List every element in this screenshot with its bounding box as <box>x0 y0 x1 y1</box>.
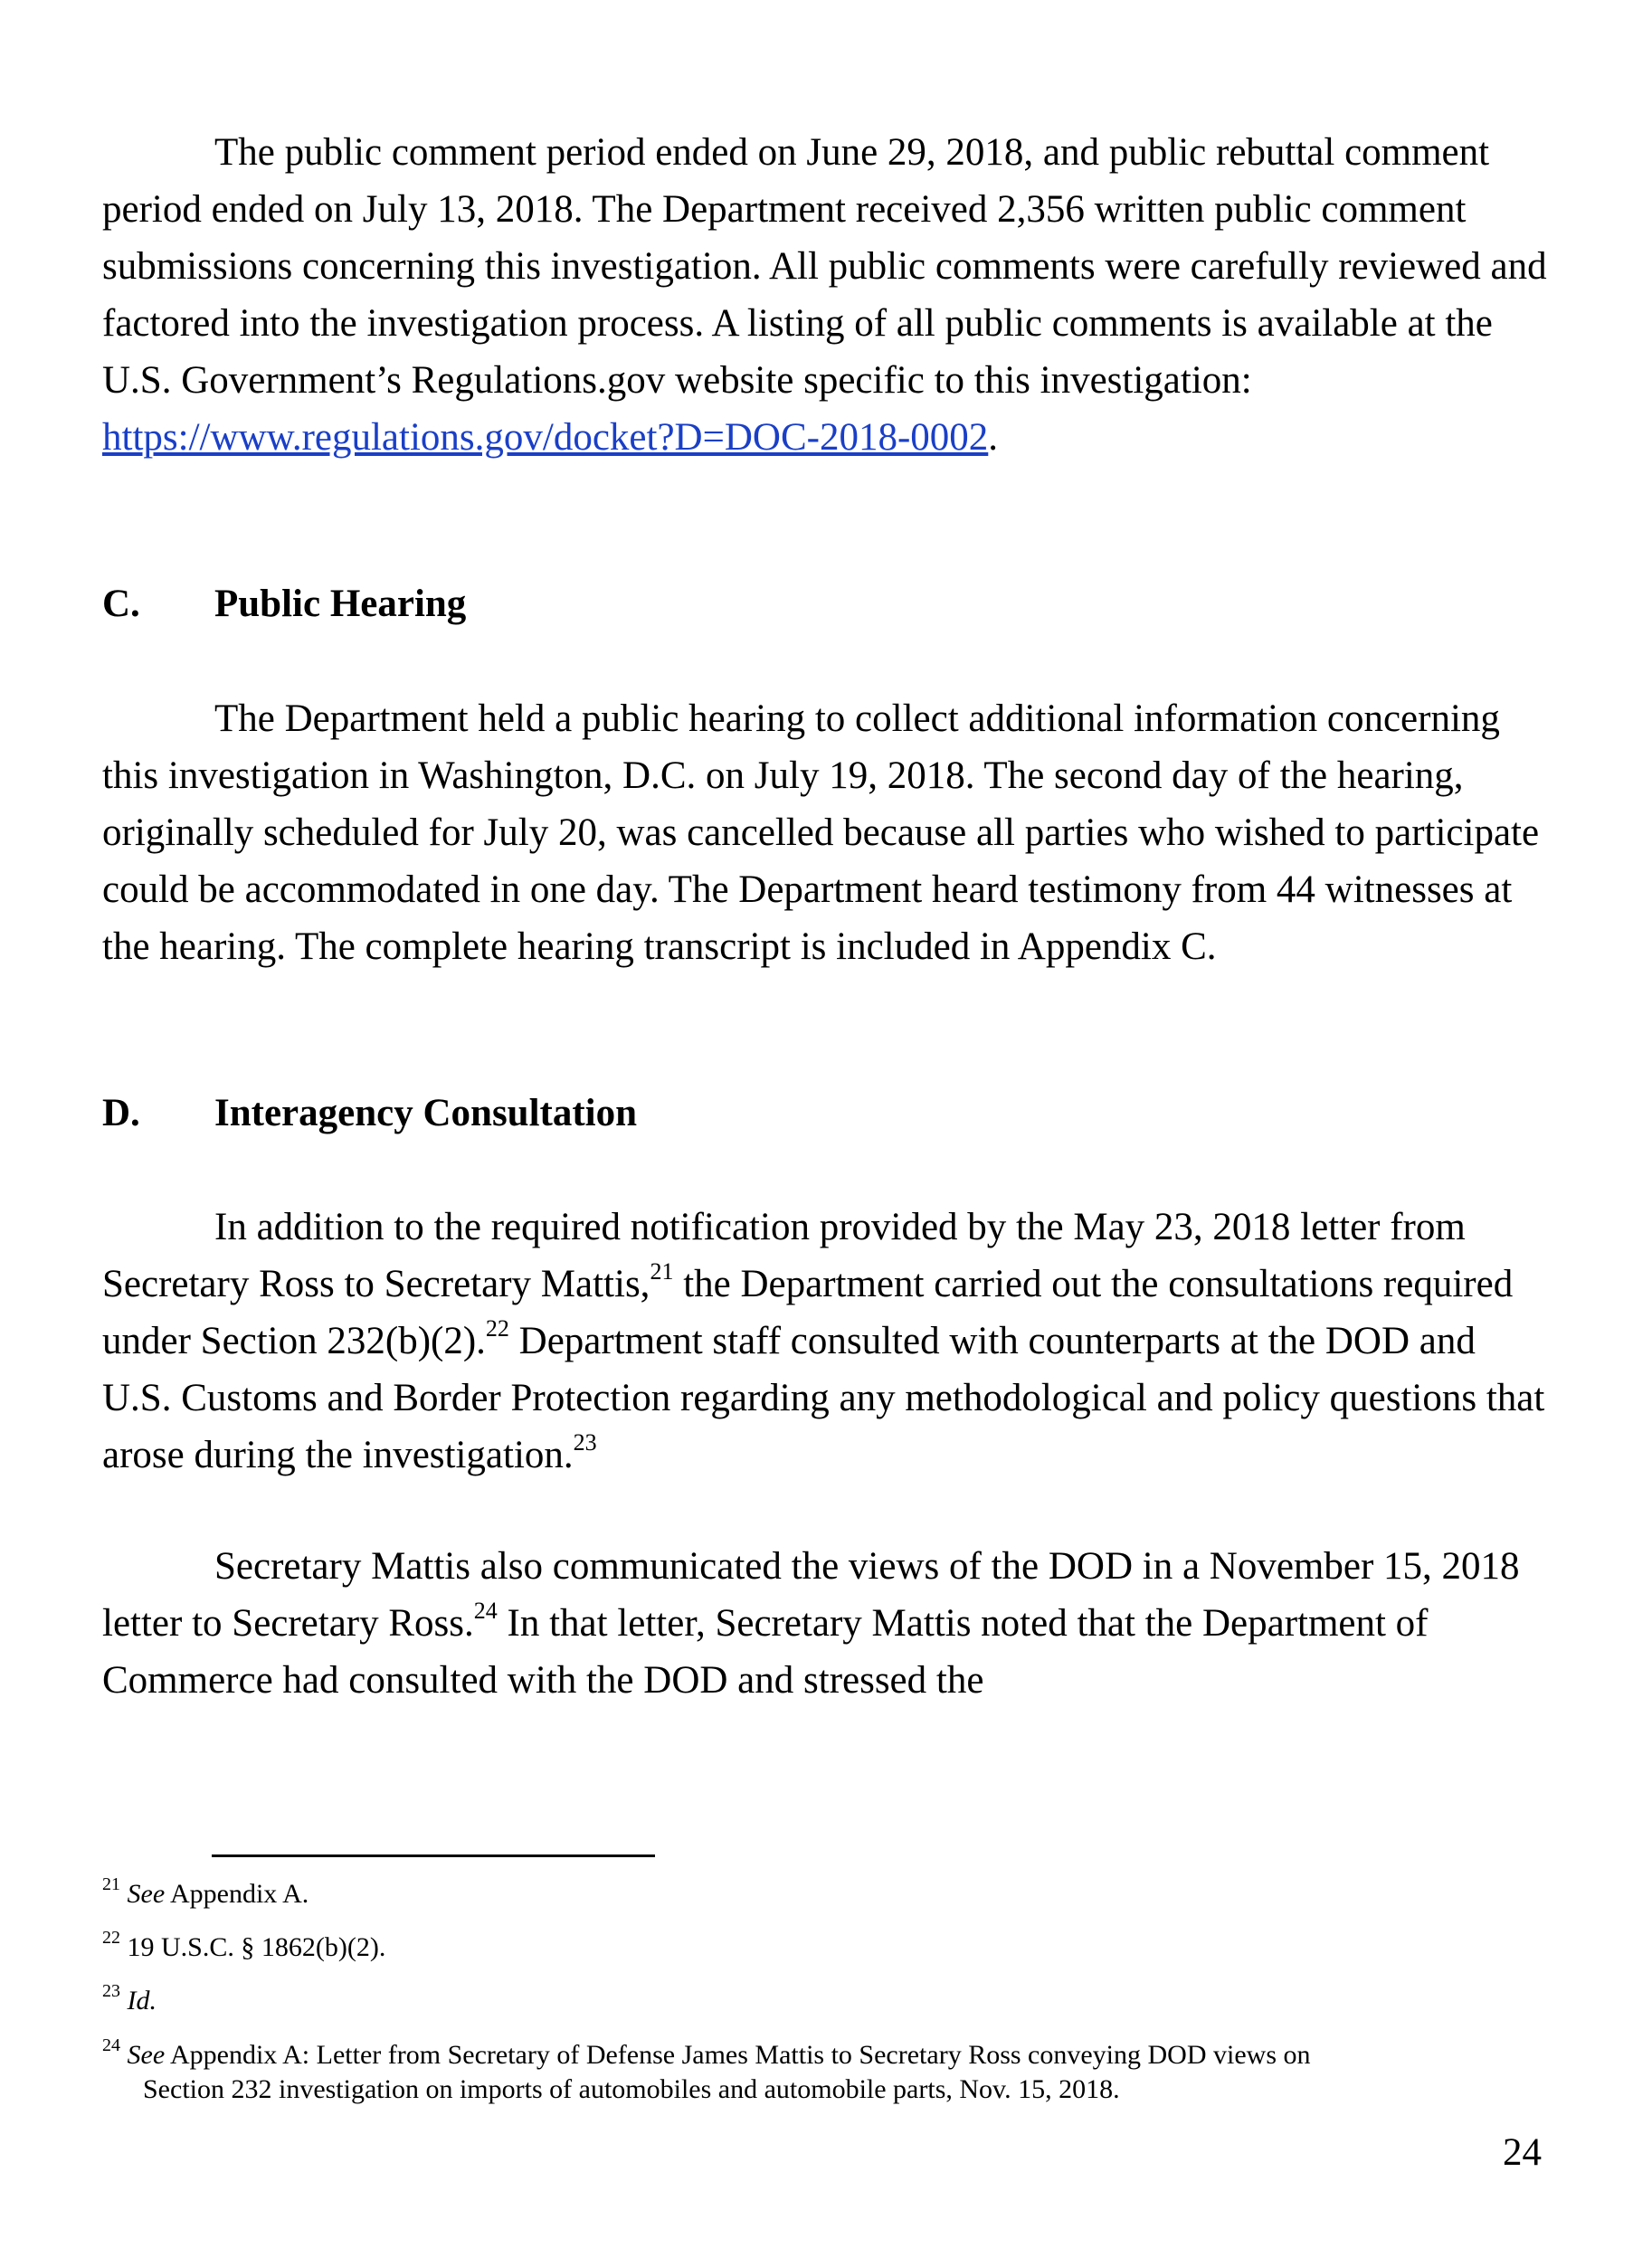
footnote-signal: Id. <box>127 1986 157 2016</box>
footnote-ref-22[interactable]: 22 <box>485 1314 509 1342</box>
section-heading-c <box>102 575 466 632</box>
paragraph-text: In addition to the required notification provided by the May 23, 2018 letter from Secretary Ross to Secretary Mattis, <box>102 1206 1466 1305</box>
paragraph-interagency <box>102 1199 1550 1484</box>
regulations-gov-link[interactable]: https://www.regulations.gov/docket?D=DOC-2018-0002 <box>102 416 989 459</box>
page-number: 24 <box>1503 2131 1542 2174</box>
footnote-number: 24 <box>102 2035 120 2055</box>
footnote-text: Appendix A: Letter from Secretary of Defense James Mattis to Secretary Ross conveying DOD views on <box>165 2040 1311 2070</box>
footnote-ref-23[interactable]: 23 <box>573 1428 597 1456</box>
paragraph-public-comments <box>102 124 1550 466</box>
paragraph-text: In that letter, Secretary Mattis noted that the Department of Commerce had consulted with the DOD and stressed the <box>102 1602 1429 1702</box>
paragraph-mattis-letter <box>102 1538 1550 1709</box>
footnote-signal: See <box>127 2040 166 2070</box>
footnote-text: 19 U.S.C. § 1862(b)(2). <box>120 1932 386 1962</box>
footnote-24 <box>102 2035 1568 2107</box>
section-title: Public Hearing <box>214 583 467 625</box>
footnote-21 <box>102 1874 1568 1911</box>
section-letter: C. <box>102 583 140 625</box>
footnote-number: 21 <box>102 1874 120 1894</box>
section-title: Interagency Consultation <box>214 1092 638 1134</box>
footnote-23 <box>102 1981 1568 2018</box>
paragraph-text: Department staff consulted with counterparts at the DOD and U.S. Customs and Border Protection regarding any methodological and policy questions that arose during the investigation. <box>102 1320 1545 1476</box>
footnote-ref-21[interactable]: 21 <box>650 1257 674 1285</box>
footnote-ref-24[interactable]: 24 <box>473 1597 498 1624</box>
paragraph-text: The public comment period ended on June 29, 2018, and public rebuttal comment period ended on July 13, 2018. The Department received 2,356 written public comment submissions concerning this investigation. All public comments were carefully reviewed and factored into the investigation process. A listing of all public comments is available at the U.S. Government’s Regulations.gov website specific to this investigation: <box>102 131 1547 402</box>
paragraph-text: the Department carried out the consultations required under Section 232(b)(2). <box>102 1263 1514 1362</box>
section-letter: D. <box>102 1092 140 1134</box>
paragraph-text: Secretary Mattis also communicated the views of the DOD in a November 15, 2018 letter to Secretary Ross. <box>102 1545 1520 1645</box>
section-heading-d <box>102 1085 637 1142</box>
footnote-text: Appendix A. <box>165 1879 309 1909</box>
paragraph-public-hearing <box>102 690 1550 975</box>
footnote-separator <box>212 1854 655 1857</box>
footnote-22 <box>102 1930 1568 1965</box>
footnote-number: 23 <box>102 1981 120 2001</box>
paragraph-end-punct: . <box>988 416 999 459</box>
footnote-continuation: Section 232 investigation on imports of automobiles and automobile parts, Nov. 15, 2018. <box>143 2074 1120 2104</box>
paragraph-text: The Department held a public hearing to collect additional information concerning this investigation in Washington, D.C. on July 19, 2018. The second day of the hearing, originally scheduled for July 20, was cancelled because all parties who wished to participate could be accommodated in one day. The Department heard testimony from 44 witnesses at the hearing. The complete hearing transcript is included in Appendix C. <box>102 697 1540 968</box>
footnote-signal: See <box>127 1879 166 1909</box>
footnote-number: 22 <box>102 1928 120 1948</box>
